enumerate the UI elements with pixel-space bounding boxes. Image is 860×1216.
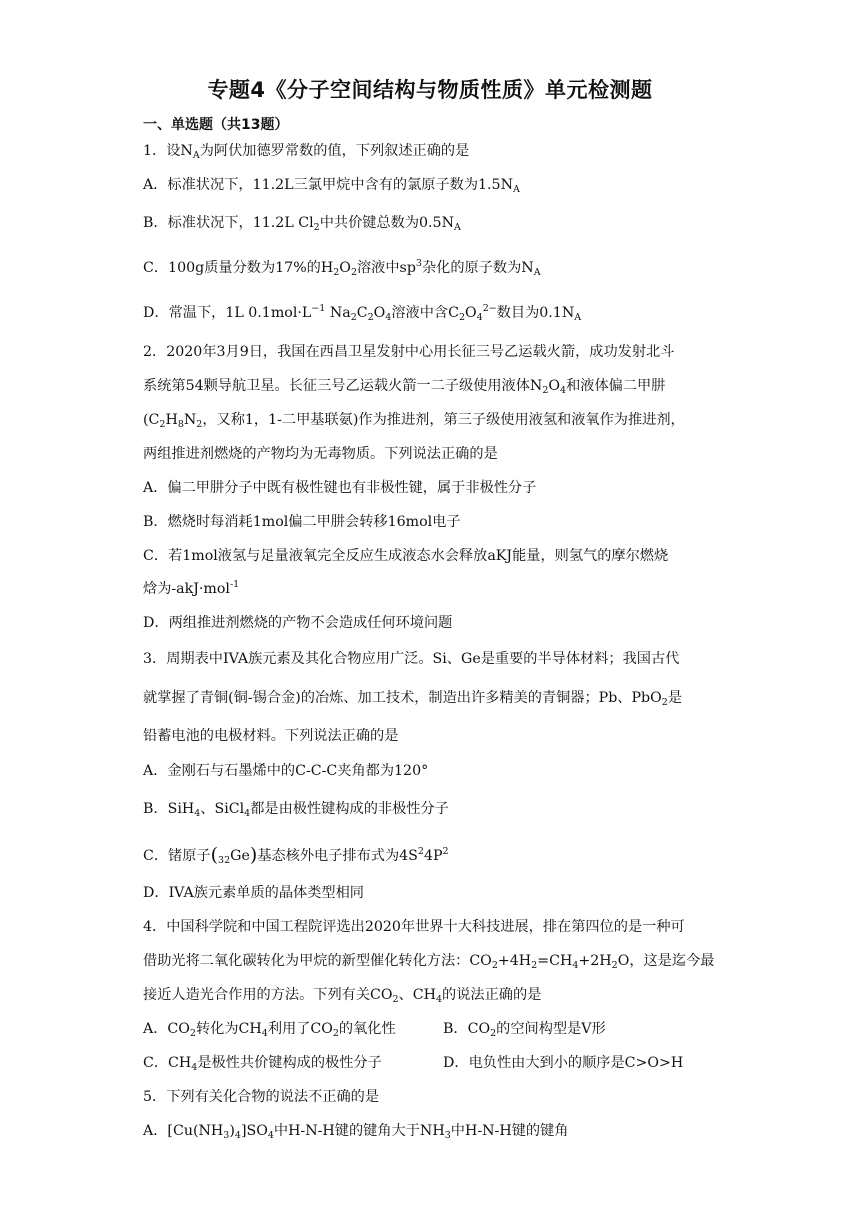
question-4-line-2: 借助光将二氧化碳转化为甲烷的新型催化转化方法：$CO_2+4H_2=CH_4+2H_2O$，这是迄今最 bbox=[143, 953, 715, 971]
question-1-option-b: B．标准状况下，11.2L $Cl_2$中共价键总数为$0.5N_A$ bbox=[143, 215, 461, 233]
section-heading: 一、单选题（共13题） bbox=[143, 117, 289, 133]
question-5-stem: 5．下列有关化合物的说法不正确的是 bbox=[143, 1089, 380, 1105]
question-4-option-a: A．$CO_2$转化为$CH_4$利用了$CO_2$的氧化性 bbox=[143, 1021, 396, 1039]
question-4-line-1: 4．中国科学院和中国工程院评选出2020年世界十大科技进展，排在第四位的是一种可 bbox=[143, 919, 685, 935]
page-title: 专题4《分子空间结构与物质性质》单元检测题 bbox=[207, 78, 653, 102]
question-2-option-d: D．两组推进剂燃烧的产物不会造成任何环境问题 bbox=[143, 615, 453, 631]
question-4-option-d: D．电负性由大到小的顺序是C>O>H bbox=[443, 1055, 684, 1071]
question-2-option-a: A．偏二甲肼分子中既有极性键也有非极性键，属于非极性分子 bbox=[143, 480, 537, 496]
question-3-option-c: C．锗原子$(_{32}Ge)$基态核外电子排布式为$4S^24P^2$ bbox=[143, 844, 449, 866]
question-2-option-b: B．燃烧时每消耗1mol偏二甲肼会转移16mol电子 bbox=[143, 514, 461, 530]
question-3-option-a: A．金刚石与石墨烯中的C-C-C夹角都为120° bbox=[143, 763, 429, 779]
question-3-option-b: B．SiH$_4$、SiCl$_4$都是由极性键构成的非极性分子 bbox=[143, 801, 449, 819]
question-1-option-d: D．常温下，1L $0.1mol\cdot L^{-1}$ $Na_2C_2O_4$溶液中含$C_2O_4^{2-}$数目为$0.1N_A$ bbox=[143, 303, 582, 323]
question-4-option-c: C．$CH_4$是极性共价键构成的极性分子 bbox=[143, 1055, 382, 1073]
question-3-option-d: D．IVA族元素单质的晶体类型相同 bbox=[143, 885, 364, 901]
question-4-option-b: B．$CO_2$的空间构型是V形 bbox=[443, 1021, 606, 1039]
question-5-option-a: A．$[Cu(NH_3)_4]SO_4$中H-N-H键的键角大于$NH_3$中H-N-H键的键角 bbox=[143, 1123, 569, 1141]
question-2-line-1: 2．2020年3月9日，我国在西昌卫星发射中心用长征三号乙运载火箭，成功发射北斗 bbox=[143, 344, 675, 360]
question-1-option-a: A．标准状况下，11.2L三氯甲烷中含有的氯原子数为$1.5N_A$ bbox=[143, 177, 520, 195]
question-1-option-c: C．100g质量分数为17%的$H_2O_2$溶液中$sp^3$杂化的原子数为$N_A$ bbox=[143, 258, 541, 278]
question-4-line-3: 接近人造光合作用的方法。下列有关$CO_2$、$CH_4$的说法正确的是 bbox=[143, 987, 542, 1005]
question-3-line-3: 铅蓄电池的电极材料。下列说法正确的是 bbox=[143, 728, 399, 744]
question-2-line-2: 系统第54颗导航卫星。长征三号乙运载火箭一二子级使用液体$N_2O_4$和液体偏二甲肼 bbox=[143, 378, 666, 396]
question-3-line-2: 就掌握了青铜(铜-锡合金)的冶炼、加工技术，制造出许多精美的青铜器；Pb、PbO$_2$是 bbox=[143, 690, 683, 708]
question-2-option-c-line-1: C．若1mol液氢与足量液氧完全反应生成液态水会释放aKJ能量，则氢气的摩尔燃烧 bbox=[143, 548, 669, 564]
question-2-line-3: ($C_2H_8N_2$，又称1，1-二甲基联氨)作为推进剂，第三子级使用液氢和液氧作为推进剂， bbox=[143, 412, 685, 430]
question-2-option-c-line-2: 焓为-akJ·mol$^{-1}$ bbox=[143, 579, 240, 597]
question-2-line-4: 两组推进剂燃烧的产物均为无毒物质。下列说法正确的是 bbox=[143, 446, 498, 462]
question-3-line-1: 3．周期表中IVA族元素及其化合物应用广泛。Si、Ge是重要的半导体材料；我国古代 bbox=[143, 651, 680, 667]
question-1-stem: 1．设$N_A$为阿伏加德罗常数的值，下列叙述正确的是 bbox=[143, 143, 470, 161]
